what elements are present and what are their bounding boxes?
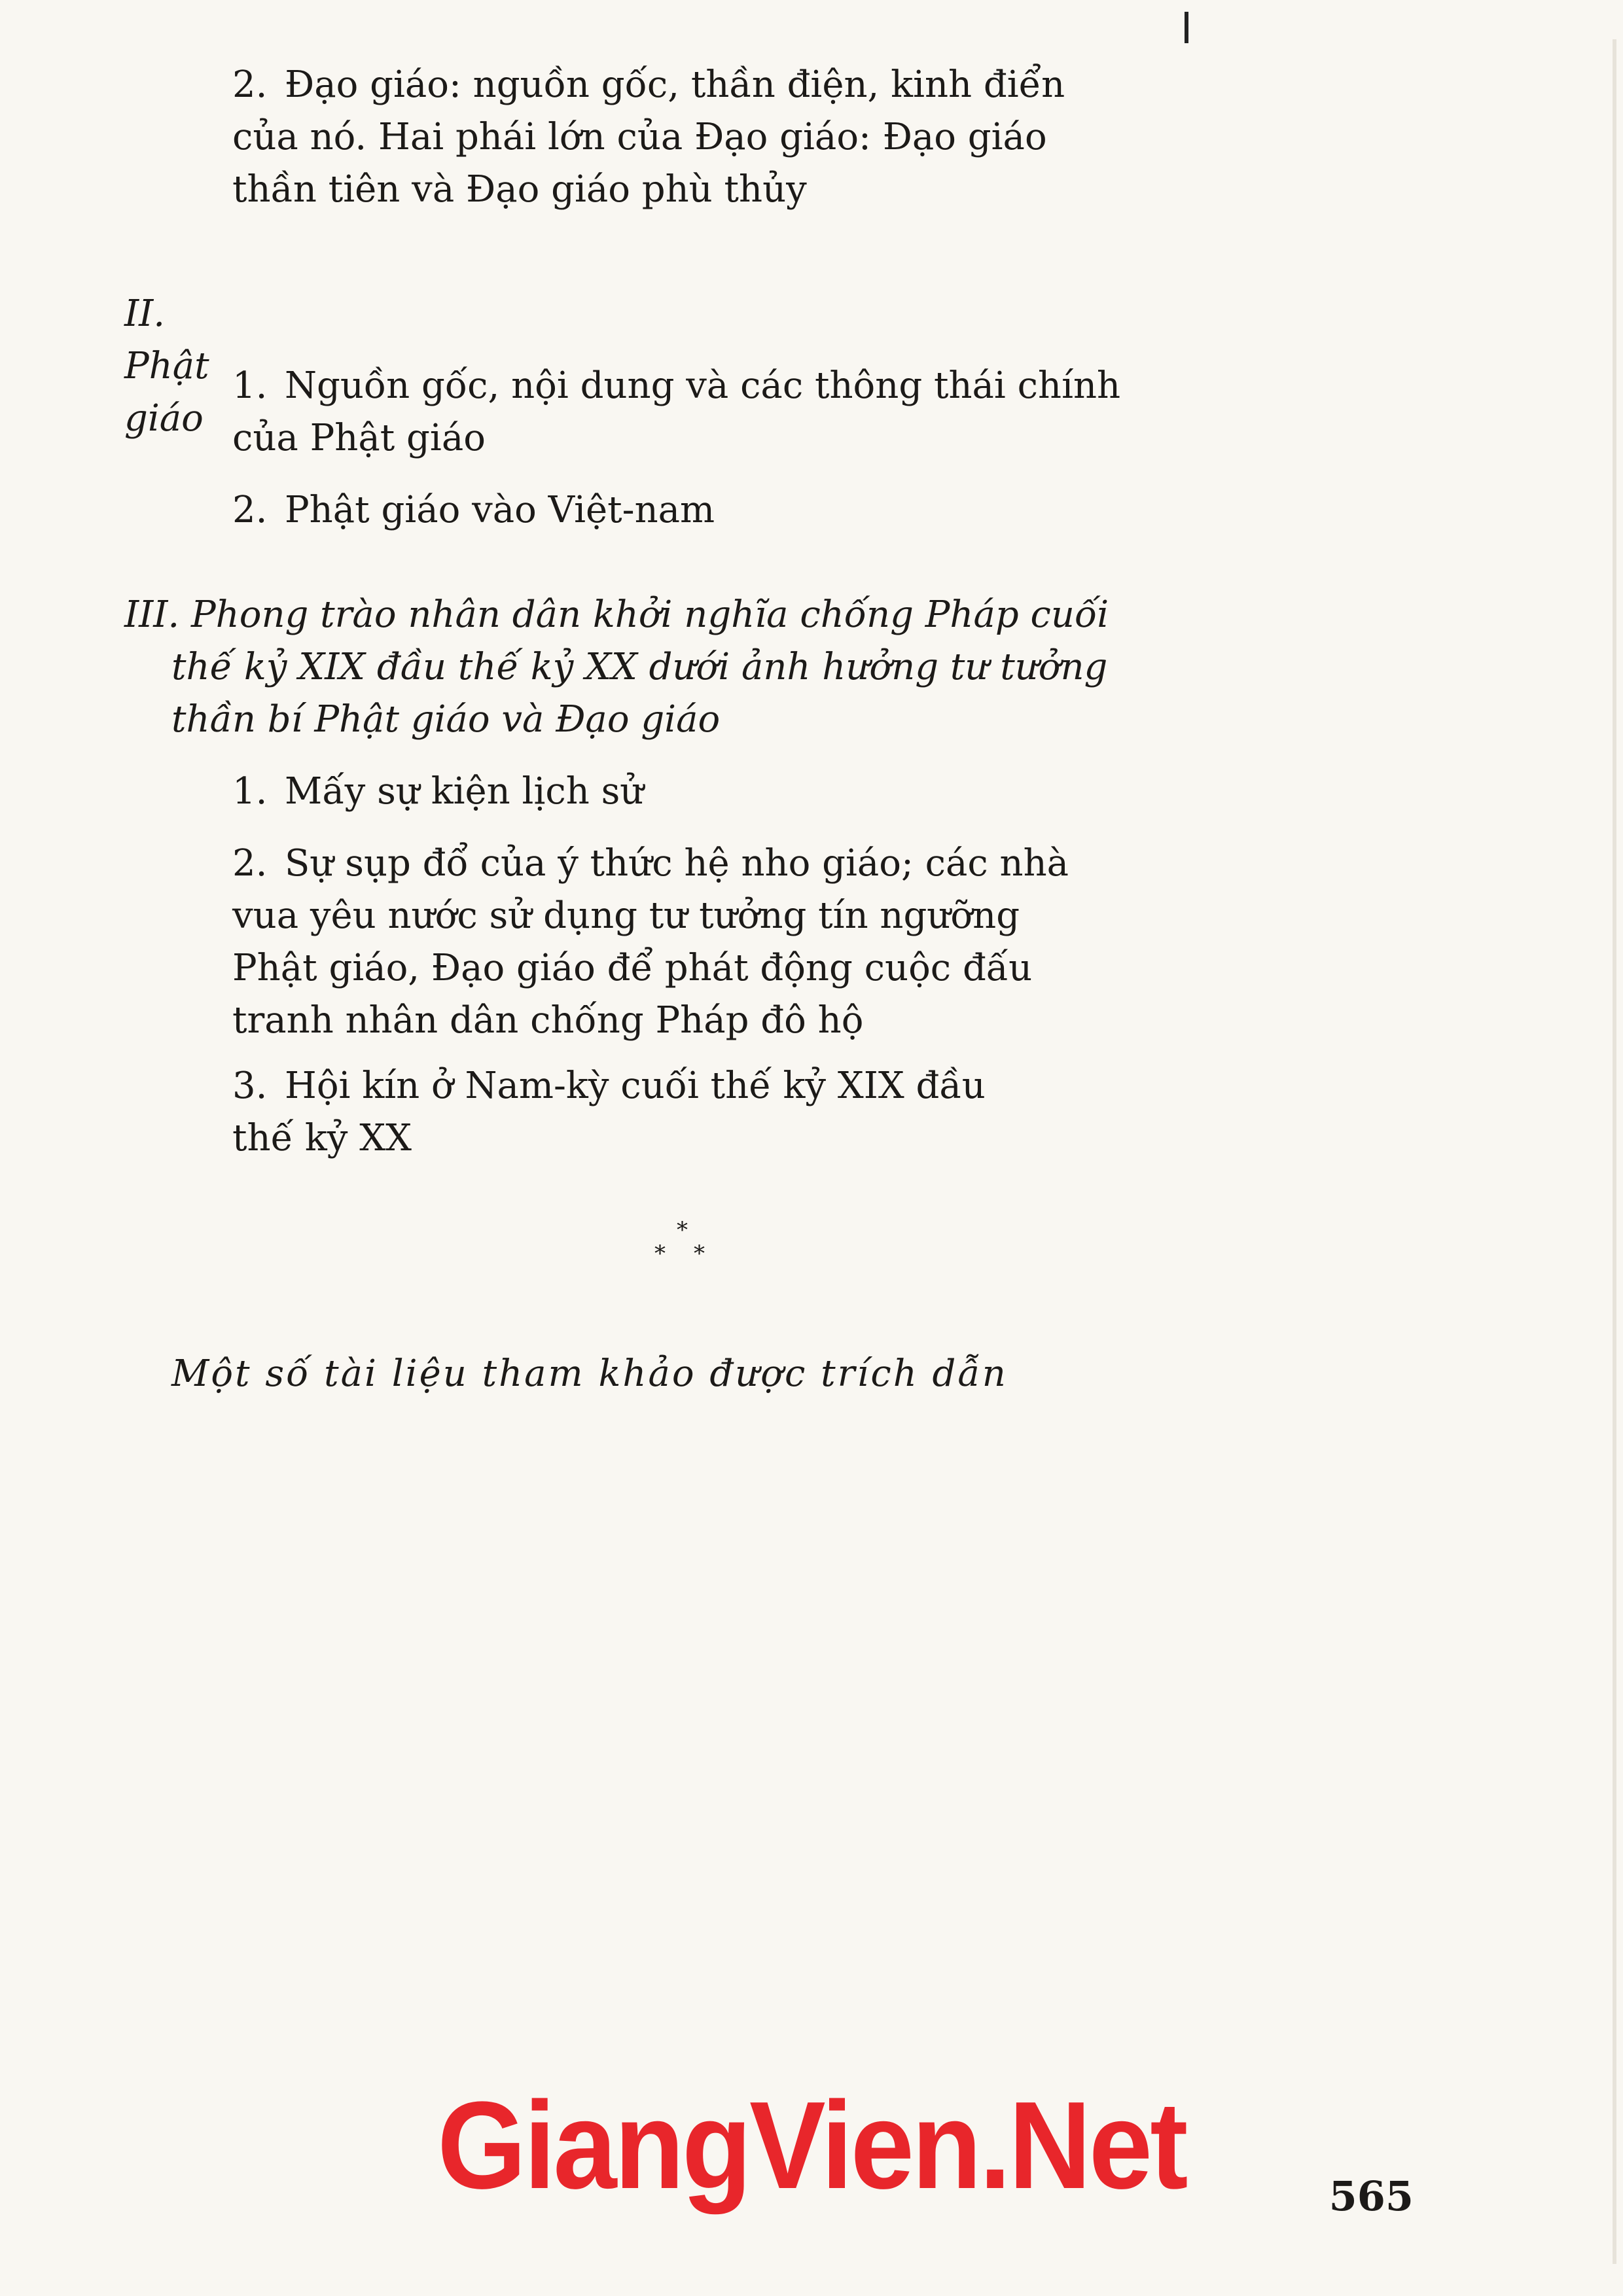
entry-line: Hội kín ở Nam-kỳ cuối thế kỷ XIX đầu [285,1065,986,1107]
asterism-ornament [654,1217,713,1276]
entry-number: 2. [232,63,268,106]
page-edge-shadow [1613,39,1616,2264]
section-title-line: thế kỷ XIX đầu thế kỷ XX dưới ảnh hưởng tư tưởng [171,646,1108,688]
section-title-line: thần bí Phật giáo và Đạo giáo [171,698,721,741]
entry-line: Đạo giáo: nguồn gốc, thần điện, kinh điển [285,63,1065,106]
entry-line: của nó. Hai phái lớn của Đạo giáo: Đạo giáo [232,116,1047,158]
entry-line: Nguồn gốc, nội dung và các thông thái chính [285,364,1121,407]
references-title: Một số tài liệu tham khảo được trích dẫn [171,1352,1008,1395]
entry-line: Phật giáo vào Việt-nam [285,489,715,531]
asterisk: * [677,1217,688,1243]
section-number: III. [124,593,180,636]
asterisk: * [694,1241,705,1267]
entry-line: Mấy sự kiện lịch sử [285,770,644,813]
entry-number: 2. [232,842,268,885]
entry-number: 3. [232,1065,268,1107]
entry-line: Phật giáo, Đạo giáo để phát động cuộc đấu [232,947,1033,989]
entry-line: vua yêu nước sử dụng tư tưởng tín ngưỡng [232,894,1020,937]
entry-line: tranh nhân dân chống Pháp đô hộ [232,999,864,1042]
section-title: Phong trào nhân dân khởi nghĩa chống Pháp cuối [190,593,1109,636]
folio-page-number: 565 [1329,2172,1414,2220]
entry-line: Sự sụp đổ của ý thức hệ nho giáo; các nhà [285,842,1069,885]
entry-number: 1. [232,364,268,407]
entry-number: 1. [232,770,268,813]
entry-line: thế kỷ XX [232,1117,412,1159]
entry-line: của Phật giáo [232,417,486,459]
asterisk: * [654,1241,666,1267]
section-title: Phật giáo [124,345,209,440]
watermark-text: GiangVien.Net [437,2076,1186,2215]
entry-line: thần tiên và Đạo giáo phù thủy [232,168,807,211]
section-number: II. [124,292,166,335]
entry-number: 2. [232,489,268,531]
top-tick-mark [1185,12,1188,43]
